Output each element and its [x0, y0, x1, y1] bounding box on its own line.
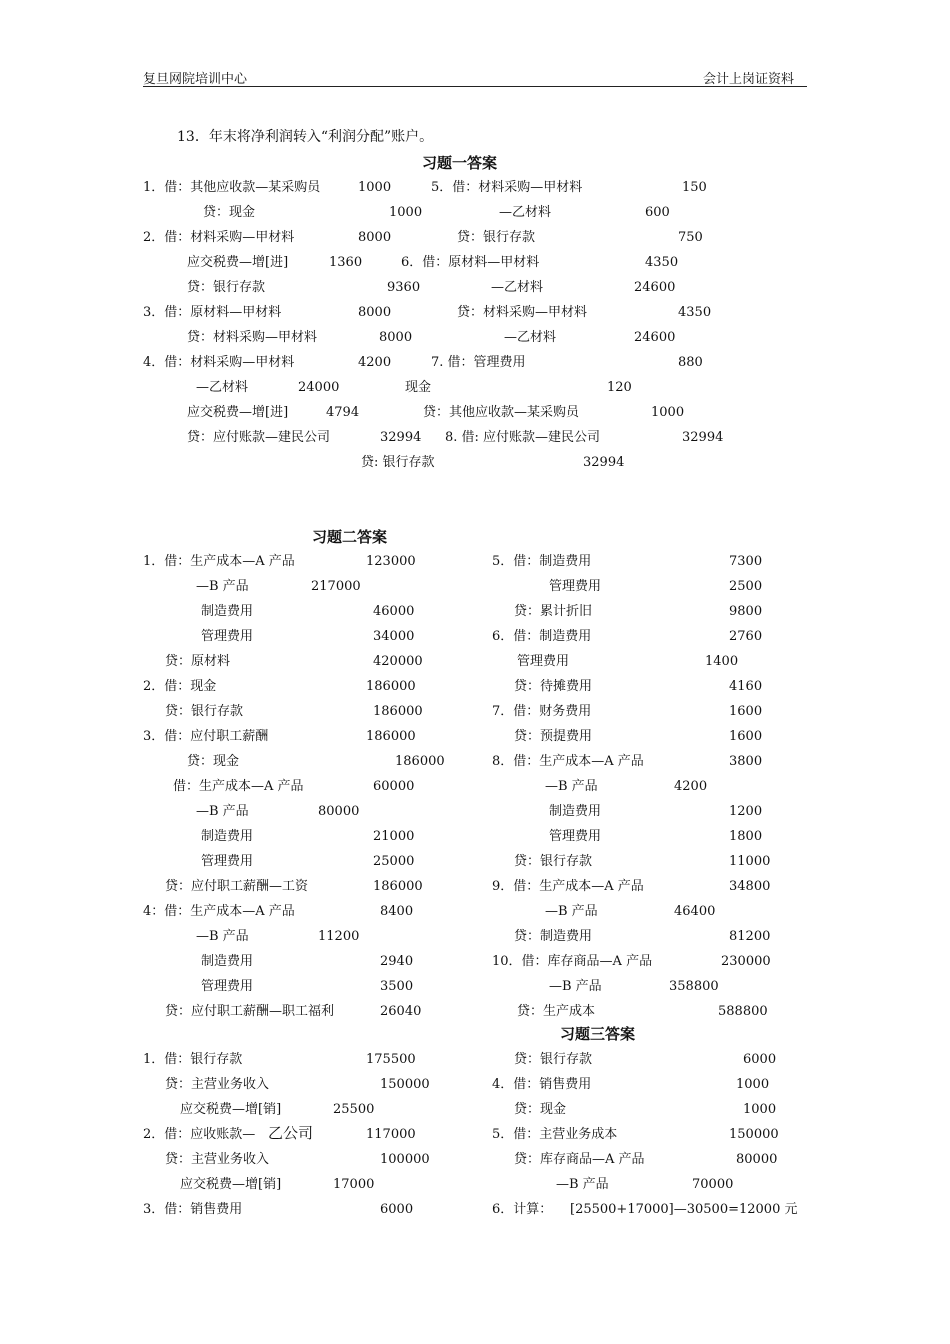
journal-entry-text: 3800 [729, 754, 763, 769]
journal-entry-text: 186000 [395, 754, 445, 769]
journal-entry-text: 管理费用 [201, 854, 254, 869]
journal-entry-text: 186000 [366, 679, 416, 694]
journal-entry-text: 34000 [373, 629, 415, 644]
journal-entry-text: 8. 借: 应付账款—建民公司 [445, 430, 601, 445]
journal-entry-text: 应交税费—增[进] [187, 405, 289, 420]
journal-entry-text: 4．借：销售费用 [492, 1077, 592, 1092]
intro-line: 13．年末将净利润转入“利润分配”账户。 [177, 129, 434, 145]
journal-entry-text: 贷：银行存款 [187, 280, 266, 295]
journal-entry-text: 管理费用 [549, 829, 602, 844]
journal-entry-text: 6000 [743, 1052, 777, 1067]
journal-entry-text: 借：生产成本—A 产品 [173, 779, 304, 794]
journal-entry-text: 186000 [366, 729, 416, 744]
journal-entry-text: 1000 [743, 1102, 777, 1117]
journal-entry-text: 217000 [311, 579, 361, 594]
journal-entry-text: 7. 借：管理费用 [431, 355, 526, 370]
journal-entry-text: 贷：银行存款 [165, 704, 244, 719]
journal-entry-text: 3．借：销售费用 [143, 1202, 243, 1217]
journal-entry-text: 7．借：财务费用 [492, 704, 592, 719]
heading-exercise-3: 习题三答案 [560, 1025, 636, 1043]
journal-entry-text: 贷：累计折旧 [514, 604, 593, 619]
journal-entry-text: 贷：应付职工薪酬—职工福利 [165, 1004, 335, 1019]
journal-entry-text: 贷：银行存款 [514, 1052, 593, 1067]
journal-entry-text: 1600 [729, 704, 763, 719]
journal-entry-text: 25000 [373, 854, 415, 869]
header-left: 复旦网院培训中心 [143, 72, 248, 87]
journal-entry-text: 贷：主营业务收入 [165, 1152, 270, 1167]
journal-entry-text: 3．借：应付职工薪酬 [143, 729, 269, 744]
journal-entry-text: 750 [678, 230, 703, 245]
journal-entry-text: 24600 [634, 280, 676, 295]
journal-entry-text: 117000 [366, 1127, 416, 1142]
journal-entry-text: 贷：库存商品—A 产品 [514, 1152, 645, 1167]
journal-entry-text: 4200 [674, 779, 708, 794]
journal-entry-text: 80000 [318, 804, 360, 819]
journal-entry-text: 186000 [373, 879, 423, 894]
journal-entry-text: 贷：制造费用 [514, 929, 593, 944]
journal-entry-text: 60000 [373, 779, 415, 794]
journal-entry-text: 8000 [358, 230, 392, 245]
journal-entry-text: 1000 [736, 1077, 770, 1092]
journal-entry-text: 880 [678, 355, 703, 370]
journal-entry-text: 32994 [380, 430, 422, 445]
journal-entry-text: 1．借：其他应收款—某采购员 [143, 180, 321, 195]
journal-entry-text: 应交税费—增[进] [187, 255, 289, 270]
journal-entry-text: 管理费用 [201, 979, 254, 994]
journal-entry-text: —B 产品 [196, 929, 249, 944]
journal-entry-text: 17000 [333, 1177, 375, 1192]
journal-entry-text: 贷：材料采购—甲材料 [187, 330, 318, 345]
journal-entry-text: 贷：待摊费用 [514, 679, 593, 694]
journal-entry-text: 8400 [380, 904, 414, 919]
journal-entry-text: 150000 [729, 1127, 779, 1142]
journal-entry-text: —B 产品 [545, 904, 598, 919]
journal-entry-text: 制造费用 [549, 804, 602, 819]
journal-entry-text: —乙材料 [196, 380, 249, 395]
journal-entry-text: 管理费用 [201, 629, 254, 644]
journal-entry-text: 贷：生产成本 [517, 1004, 596, 1019]
journal-entry-text: 11000 [729, 854, 771, 869]
journal-entry-text: 32994 [682, 430, 724, 445]
journal-entry-text: 5．借：制造费用 [492, 554, 592, 569]
journal-entry-text: 81200 [729, 929, 771, 944]
journal-entry-text: 4160 [729, 679, 763, 694]
journal-entry-text: 管理费用 [517, 654, 570, 669]
journal-entry-text: 9800 [729, 604, 763, 619]
journal-entry-text: 26040 [380, 1004, 422, 1019]
journal-entry-text: —B 产品 [545, 779, 598, 794]
journal-entry-text: 3500 [380, 979, 414, 994]
journal-entry-text: 贷：材料采购—甲材料 [457, 305, 588, 320]
journal-entry-text: 贷：其他应收款—某采购员 [423, 405, 580, 420]
journal-entry-text: 乙公司 [268, 1124, 314, 1142]
journal-entry-text: 4：借：生产成本—A 产品 [143, 904, 295, 919]
journal-entry-text: 1000 [358, 180, 392, 195]
journal-entry-text: 1000 [651, 405, 685, 420]
journal-entry-text: 9．借：生产成本—A 产品 [492, 879, 644, 894]
journal-entry-text: 4200 [358, 355, 392, 370]
journal-entry-text: 现金 [405, 380, 432, 395]
journal-entry-text: 123000 [366, 554, 416, 569]
journal-entry-text: 34800 [729, 879, 771, 894]
journal-entry-text: 贷：现金 [203, 205, 256, 220]
journal-entry-text: 11200 [318, 929, 360, 944]
journal-entry-text: 24600 [634, 330, 676, 345]
journal-entry-text: 1200 [729, 804, 763, 819]
journal-entry-text: 1．借：银行存款 [143, 1052, 243, 1067]
journal-entry-text: 1600 [729, 729, 763, 744]
journal-entry-text: 贷：应付账款—建民公司 [187, 430, 331, 445]
journal-entry-text: 贷：主营业务收入 [165, 1077, 270, 1092]
journal-entry-text: 588800 [718, 1004, 768, 1019]
journal-entry-text: 8000 [379, 330, 413, 345]
journal-entry-text: 5．借：主营业务成本 [492, 1127, 618, 1142]
journal-entry-text: 4350 [678, 305, 712, 320]
journal-entry-text: 70000 [692, 1177, 734, 1192]
journal-entry-text: 应交税费—增[销] [180, 1177, 282, 1192]
heading-exercise-1: 习题一答案 [422, 154, 498, 172]
journal-entry-text: 358800 [669, 979, 719, 994]
journal-entry-text: 5．借：材料采购—甲材料 [431, 180, 583, 195]
journal-entry-text: 9360 [387, 280, 421, 295]
journal-entry-text: —B 产品 [556, 1177, 609, 1192]
journal-entry-text: 420000 [373, 654, 423, 669]
journal-entry-text: [25500+17000]—30500=12000 元 [570, 1202, 798, 1217]
journal-entry-text: —B 产品 [196, 804, 249, 819]
journal-entry-text: 46400 [674, 904, 716, 919]
journal-entry-text: 186000 [373, 704, 423, 719]
journal-entry-text: —乙材料 [499, 205, 552, 220]
journal-entry-text: 150 [682, 180, 707, 195]
journal-entry-text: 2760 [729, 629, 763, 644]
journal-entry-text: 4794 [326, 405, 360, 420]
journal-entry-text: 制造费用 [201, 604, 254, 619]
journal-entry-text: 2500 [729, 579, 763, 594]
journal-entry-text: 600 [645, 205, 670, 220]
journal-entry-text: 230000 [721, 954, 771, 969]
journal-entry-text: 贷：现金 [514, 1102, 567, 1117]
journal-entry-text: 制造费用 [201, 829, 254, 844]
journal-entry-text: 4．借：材料采购—甲材料 [143, 355, 295, 370]
journal-entry-text: 120 [607, 380, 632, 395]
journal-entry-text: 7300 [729, 554, 763, 569]
journal-entry-text: 贷：原材料 [165, 654, 231, 669]
journal-entry-text: 25500 [333, 1102, 375, 1117]
journal-entry-text: 2．借：应收账款— [143, 1127, 256, 1142]
journal-entry-text: 贷：现金 [187, 754, 240, 769]
journal-entry-text: 贷: 银行存款 [361, 455, 435, 470]
header-rule [143, 86, 807, 87]
journal-entry-text: 1400 [705, 654, 739, 669]
heading-exercise-2: 习题二答案 [312, 528, 388, 546]
journal-entry-text: 6000 [380, 1202, 414, 1217]
journal-entry-text: 应交税费—增[销] [180, 1102, 282, 1117]
journal-entry-text: 管理费用 [549, 579, 602, 594]
journal-entry-text: 175500 [366, 1052, 416, 1067]
journal-entry-text: 1．借：生产成本—A 产品 [143, 554, 295, 569]
journal-entry-text: 2940 [380, 954, 414, 969]
journal-entry-text: 贷：银行存款 [514, 854, 593, 869]
header-right: 会计上岗证资料 [702, 72, 794, 87]
journal-entry-text: 3．借：原材料—甲材料 [143, 305, 282, 320]
journal-entry-text: 46000 [373, 604, 415, 619]
journal-entry-text: 制造费用 [201, 954, 254, 969]
journal-entry-text: 80000 [736, 1152, 778, 1167]
journal-entry-text: 2．借：材料采购—甲材料 [143, 230, 295, 245]
journal-entry-text: 1800 [729, 829, 763, 844]
journal-entry-text: 8．借：生产成本—A 产品 [492, 754, 644, 769]
journal-entry-text: 32994 [583, 455, 625, 470]
journal-entry-text: —B 产品 [549, 979, 602, 994]
journal-entry-text: 6．借：原材料—甲材料 [401, 255, 540, 270]
journal-entry-text: 2．借：现金 [143, 679, 217, 694]
journal-entry-text: 1360 [329, 255, 363, 270]
journal-entry-text: 贷：银行存款 [457, 230, 536, 245]
journal-entry-text: —乙材料 [491, 280, 544, 295]
journal-entry-text: 6．计算： [492, 1202, 553, 1217]
journal-entry-text: 24000 [298, 380, 340, 395]
journal-entry-text: 贷：预提费用 [514, 729, 593, 744]
journal-entry-text: 21000 [373, 829, 415, 844]
journal-entry-text: 贷：应付职工薪酬—工资 [165, 879, 309, 894]
journal-entry-text: —乙材料 [504, 330, 557, 345]
journal-entry-text: 100000 [380, 1152, 430, 1167]
journal-entry-text: 6．借：制造费用 [492, 629, 592, 644]
journal-entry-text: 4350 [645, 255, 679, 270]
journal-entry-text: —B 产品 [196, 579, 249, 594]
journal-entry-text: 150000 [380, 1077, 430, 1092]
journal-entry-text: 1000 [389, 205, 423, 220]
journal-entry-text: 10．借：库存商品—A 产品 [492, 954, 653, 969]
journal-entry-text: 8000 [358, 305, 392, 320]
